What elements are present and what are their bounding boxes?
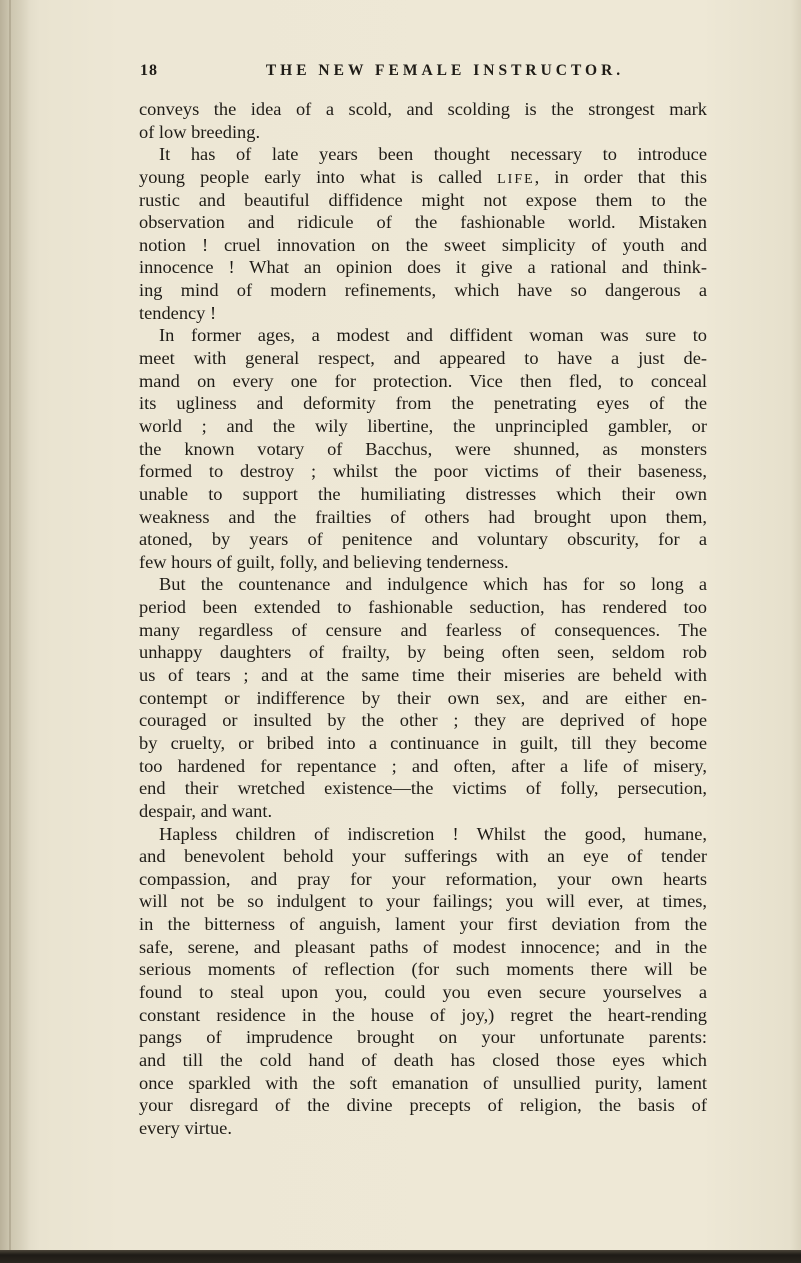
text-line: tendency ! xyxy=(139,302,217,323)
text-line: by cruelty, or bribed into a continuance in guilt, till they become xyxy=(139,732,707,753)
text-line: ing mind of modern refinements, which have so dangerous a xyxy=(139,280,707,301)
text-line: in the bitterness of anguish, lament your first deviation from the xyxy=(139,914,707,935)
text-line: many regardless of censure and fearless of consequences. The xyxy=(139,619,707,640)
text-line: But the countenance and indulgence which has for so long a xyxy=(159,574,707,595)
text-line: us of tears ; and at the same time their miseries are beheld with xyxy=(139,665,707,686)
text-line: unhappy daughters of frailty, by being often seen, seldom rob xyxy=(139,642,707,663)
text-line: In former ages, a modest and diffident woman was sure to xyxy=(159,325,707,346)
text-line: It has of late years been thought necessary to introduce xyxy=(159,144,707,165)
small-caps-word: LIFE xyxy=(497,171,535,187)
text-line: mand on every one for protection. Vice then fled, to conceal xyxy=(139,370,707,391)
text-line: couraged or insulted by the other ; they are deprived of hope xyxy=(139,710,707,731)
binding-edge-line xyxy=(9,0,11,1263)
text-line: and benevolent behold your sufferings with an eye of tender xyxy=(139,846,707,867)
text-line: conveys the idea of a scold, and scolding is the strongest mark xyxy=(139,99,707,119)
text-line: too hardened for repentance ; and often, after a life of misery, xyxy=(139,755,707,776)
text-line: innocence ! What an opinion does it give a rational and think- xyxy=(139,257,707,278)
text-line: meet with general respect, and appeared to have a just de- xyxy=(139,348,707,369)
text-line: end their wretched existence—the victims of folly, persecution, xyxy=(139,778,707,799)
body-text xyxy=(139,98,707,1139)
text-line: young people early into what is called LIFE, in order that this xyxy=(139,166,707,187)
text-line: period been extended to fashionable seduction, has rendered too xyxy=(139,597,707,618)
text-line: Hapless children of indiscretion ! Whilst the good, humane, xyxy=(159,823,707,844)
text-line: unable to support the humiliating distresses which their own xyxy=(139,483,707,504)
text-line: will not be so indulgent to your failings; you will ever, at times, xyxy=(139,891,707,912)
text-line: found to steal upon you, could you even secure yourselves a xyxy=(139,981,707,1002)
text-line: rustic and beautiful diffidence might not expose them to the xyxy=(139,189,707,210)
text-line: pangs of imprudence brought on your unfortunate parents: xyxy=(139,1027,707,1048)
text-line: despair, and want. xyxy=(139,800,273,821)
text-line: weakness and the frailties of others had brought upon them, xyxy=(139,506,707,527)
text-line: world ; and the wily libertine, the unprincipled gambler, or xyxy=(139,415,707,436)
text-line: observation and ridicule of the fashionable world. Mistaken xyxy=(139,212,707,233)
page-header xyxy=(140,62,700,86)
text-line: atoned, by years of penitence and voluntary obscurity, for a xyxy=(139,529,707,550)
text-line: of low breeding. xyxy=(139,121,261,142)
text-line: and till the cold hand of death has closed those eyes which xyxy=(139,1049,707,1070)
binding-gutter xyxy=(0,0,30,1263)
running-head: THE NEW FEMALE INSTRUCTOR. xyxy=(265,62,625,79)
text-line: notion ! cruel innovation on the sweet simplicity of youth and xyxy=(139,234,707,255)
text-line: constant residence in the house of joy,) regret the heart-rending xyxy=(139,1004,707,1025)
text-line: safe, serene, and pleasant paths of modest innocence; and in the xyxy=(139,936,707,957)
text-line: serious moments of reflection (for such moments there will be xyxy=(139,959,707,980)
text-line: contempt or indifference by their own sex, and are either en- xyxy=(139,687,707,708)
text-line: few hours of guilt, folly, and believing tenderness. xyxy=(139,551,509,572)
text-line: formed to destroy ; whilst the poor victims of their baseness, xyxy=(139,461,707,482)
bottom-edge-shadow xyxy=(0,1250,801,1263)
page-number: 18 xyxy=(140,62,158,79)
text-line: every virtue. xyxy=(139,1117,232,1138)
text-line: compassion, and pray for your reformation, your own hearts xyxy=(139,868,707,889)
text-line: once sparkled with the soft emanation of unsullied purity, lament xyxy=(139,1072,707,1093)
text-line: your disregard of the divine precepts of religion, the basis of xyxy=(139,1095,707,1116)
text-line: the known votary of Bacchus, were shunned, as monsters xyxy=(139,438,707,459)
text-line: its ugliness and deformity from the penetrating eyes of the xyxy=(139,393,707,414)
